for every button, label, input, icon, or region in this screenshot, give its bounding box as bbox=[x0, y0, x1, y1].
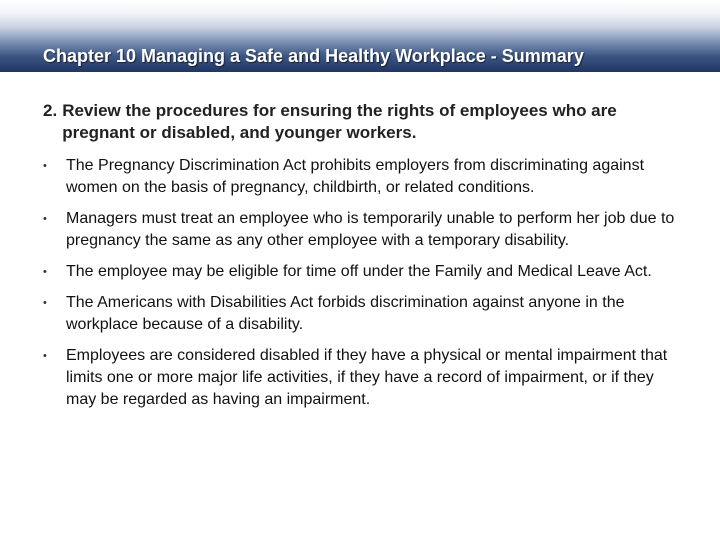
bullet-text: The Pregnancy Discrimination Act prohibits employers from discriminating against women on the basis of pregnancy, childbirth, or related conditions. bbox=[66, 157, 645, 196]
summary-bullet-list bbox=[43, 155, 683, 411]
objective-text: Review the procedures for ensuring the rights of employees who are pregnant or disabled, and younger workers. bbox=[62, 101, 617, 142]
slide-title: Chapter 10 Managing a Safe and Healthy Workplace - Summary bbox=[43, 46, 584, 66]
list-item bbox=[43, 208, 683, 252]
bullet-icon: • bbox=[43, 350, 47, 362]
bullet-text: Employees are considered disabled if they have a physical or mental impairment that limits one or more major life activities, if they have a record of impairment, or if they may be regarded as having an impairment. bbox=[66, 347, 668, 408]
slide-body bbox=[43, 100, 683, 420]
bullet-icon: • bbox=[43, 160, 47, 172]
bullet-icon: • bbox=[43, 266, 47, 278]
list-item bbox=[43, 345, 683, 411]
list-item bbox=[43, 292, 683, 336]
bullet-icon: • bbox=[43, 213, 47, 225]
learning-objective bbox=[43, 100, 683, 144]
title-bar bbox=[0, 0, 720, 72]
bullet-text: The Americans with Disabilities Act forbids discrimination against anyone in the workplace because of a disability. bbox=[66, 294, 625, 333]
bullet-text: Managers must treat an employee who is temporarily unable to perform her job due to pregnancy the same as any other employee with a temporary disability. bbox=[66, 210, 675, 249]
objective-number: 2. bbox=[43, 101, 58, 120]
bullet-icon: • bbox=[43, 297, 47, 309]
bullet-text: The employee may be eligible for time off under the Family and Medical Leave Act. bbox=[66, 263, 652, 280]
list-item bbox=[43, 261, 683, 283]
list-item bbox=[43, 155, 683, 199]
